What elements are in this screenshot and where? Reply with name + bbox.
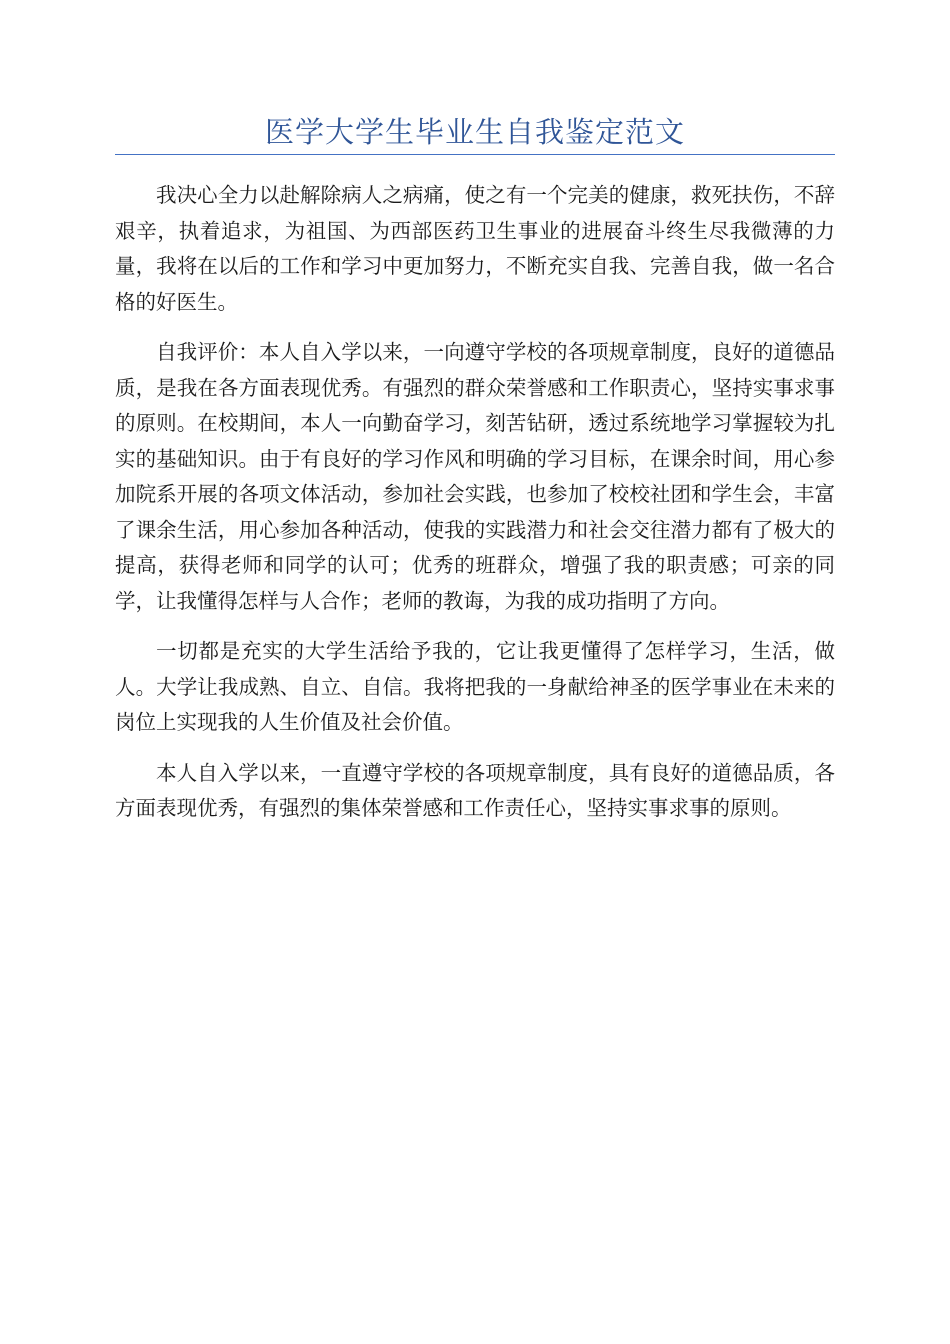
paragraph-2: 自我评价：本人自入学以来，一向遵守学校的各项规章制度，良好的道德品质，是我在各方面表现优秀。有强烈的群众荣誉感和工作职责心，坚持实事求事的原则。在校期间，本人一向勤奋学习，刻苦钻研，透过系统地学习掌握较为扎实的基础知识。由于有良好的学习作风和明确的学习目标，在课余时间，用心参加院系开展的各项文体活动，参加社会实践，也参加了校校社团和学生会，丰富了课余生活，用心参加各种活动，使我的实践潜力和社会交往潜力都有了极大的提高，获得老师和同学的认可；优秀的班群众，增强了我的职责感；可亲的同学，让我懂得怎样与人合作；老师的教诲，为我的成功指明了方向。 — [115, 340, 835, 613]
paragraph-1: 我决心全力以赴解除病人之病痛，使之有一个完美的健康，救死扶伤，不辞艰辛，执着追求，为祖国、为西部医药卫生事业的进展奋斗终生尽我微薄的力量，我将在以后的工作和学习中更加努力，不断充实自我、完善自我，做一名合格的好医生。 — [115, 183, 835, 314]
document-title: 医学大学生毕业生自我鉴定范文 — [264, 115, 685, 149]
title-underline — [115, 154, 835, 155]
paragraph-4: 本人自入学以来，一直遵守学校的各项规章制度，具有良好的道德品质，各方面表现优秀，有强烈的集体荣誉感和工作责任心，坚持实事求事的原则。 — [115, 760, 835, 820]
paragraph-3: 一切都是充实的大学生活给予我的，它让我更懂得了怎样学习，生活，做人。大学让我成熟、自立、自信。我将把我的一身献给神圣的医学事业在未来的岗位上实现我的人生价值及社会价值。 — [115, 639, 835, 734]
document-body — [115, 178, 835, 842]
